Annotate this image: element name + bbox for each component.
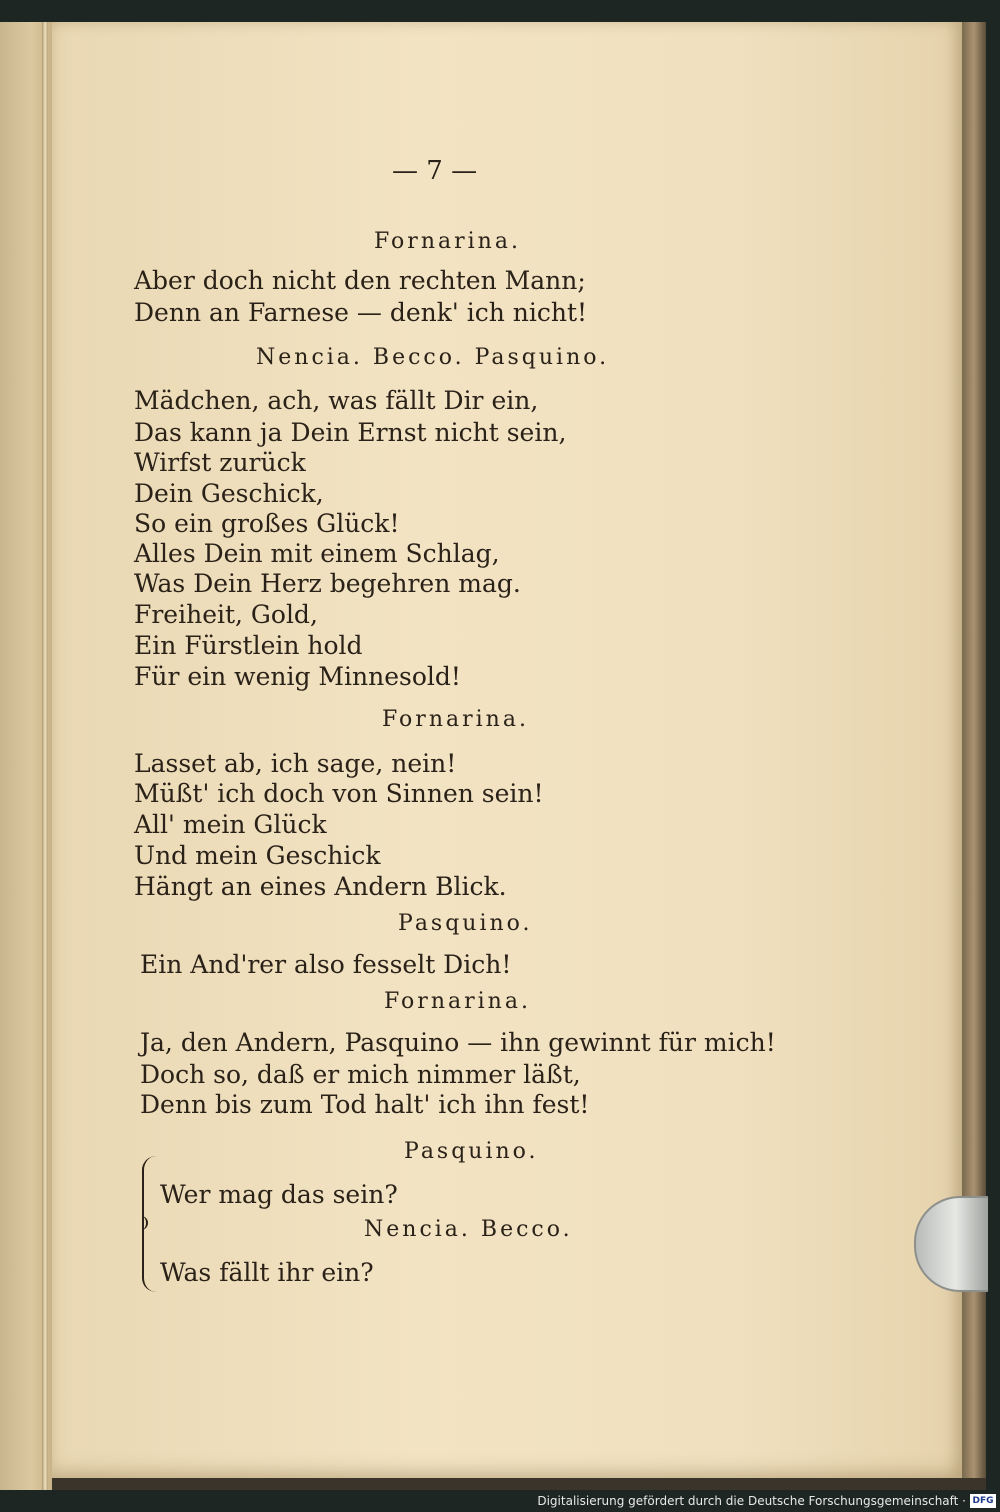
verse-line: Denn an Farnese — denk' ich nicht! bbox=[134, 298, 588, 327]
verse-line: Müßt' ich doch von Sinnen sein! bbox=[134, 779, 544, 808]
verse-line: Ein Fürstlein hold bbox=[134, 631, 363, 660]
verse-line: Hängt an eines Andern Blick. bbox=[134, 872, 507, 901]
speaker-heading: Nencia. Becco. Pasquino. bbox=[256, 345, 610, 370]
previous-page-edge bbox=[0, 22, 52, 1490]
verse-line: Das kann ja Dein Ernst nicht sein, bbox=[134, 418, 567, 447]
speaker-heading: Pasquino. bbox=[404, 1139, 539, 1164]
funding-note: Digitalisierung gefördert durch die Deutsche Forschungsgemeinschaft · bbox=[537, 1494, 966, 1508]
verse-line: Lasset ab, ich sage, nein! bbox=[134, 749, 457, 778]
speaker-heading: Pasquino. bbox=[398, 911, 533, 936]
page-number: — 7 — bbox=[392, 156, 478, 186]
verse-line: Alles Dein mit einem Schlag, bbox=[134, 539, 500, 568]
verse-line: Doch so, daß er mich nimmer läßt, bbox=[140, 1060, 581, 1089]
verse-line: Dein Geschick, bbox=[134, 479, 324, 508]
verse-line: All' mein Glück bbox=[134, 810, 327, 839]
verse-line: Was fällt ihr ein? bbox=[160, 1258, 374, 1287]
speaker-heading: Nencia. Becco. bbox=[364, 1217, 573, 1242]
verse-line: Und mein Geschick bbox=[134, 841, 381, 870]
speaker-heading: Fornarina. bbox=[382, 707, 529, 732]
speaker-heading: Fornarina. bbox=[384, 989, 531, 1014]
verse-line: Aber doch nicht den rechten Mann; bbox=[134, 266, 586, 295]
verse-line: Wirfst zurück bbox=[134, 448, 306, 477]
verse-line: Freiheit, Gold, bbox=[134, 600, 318, 629]
verse-line: Wer mag das sein? bbox=[160, 1180, 398, 1209]
verse-line: Was Dein Herz begehren mag. bbox=[134, 569, 521, 598]
verse-line: Ein And'rer also fesselt Dich! bbox=[140, 950, 512, 979]
speaker-heading: Fornarina. bbox=[374, 229, 521, 254]
verse-line: Denn bis zum Tod halt' ich ihn fest! bbox=[140, 1090, 590, 1119]
verse-line: So ein großes Glück! bbox=[134, 509, 400, 538]
dfg-logo: DFG bbox=[970, 1494, 996, 1508]
verse-line: Ja, den Andern, Pasquino — ihn gewinnt für mich! bbox=[140, 1028, 776, 1057]
verse-line: Für ein wenig Minnesold! bbox=[134, 662, 461, 691]
verse-line: Mädchen, ach, was fällt Dir ein, bbox=[134, 386, 539, 415]
